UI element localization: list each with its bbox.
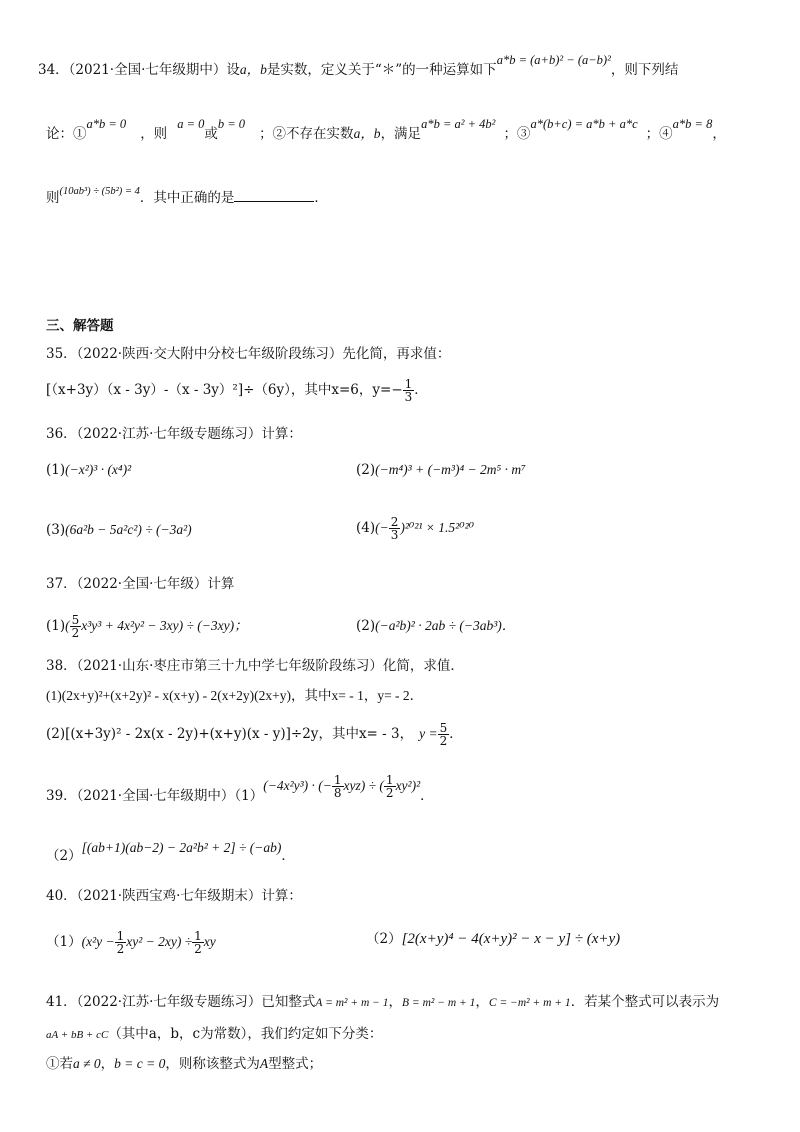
q36-part4: [356, 516, 474, 541]
q41-text: （其中a，b，c为常数），我们约定如下分类：: [108, 1026, 383, 1042]
q34-or: 或: [204, 126, 218, 142]
frac-num: 2: [390, 515, 399, 529]
part-label: (2): [356, 462, 376, 478]
q35-end: ．: [414, 382, 428, 398]
q38-y-label: y =: [419, 726, 438, 741]
q34-text: ，则下列结: [610, 62, 679, 78]
q38-expression-2: (2)[(x+3y)² - 2x(x - 2y)+(x+y)(x - y)]÷2y，其中x= - 3，: [46, 726, 414, 742]
q39-fraction-2: [384, 774, 396, 799]
q34-line3: [46, 186, 328, 207]
frac-den: 2: [385, 786, 394, 800]
q37-expression-1: x³y³ + 4x²y² − 3xy) ÷ (−3xy)；: [81, 618, 248, 633]
frac-num: 5: [71, 613, 80, 627]
q39-expression-2: [(ab+1)(ab−2) − 2a²b² + 2] ÷ (−ab): [81, 840, 282, 855]
q40-part1: [46, 930, 216, 955]
q41-text: ，: [100, 1056, 115, 1072]
q34-cond7: (10ab³) ÷ (5b²) = 4: [59, 186, 140, 197]
q41-line2: [46, 1026, 382, 1042]
q38-fraction: [438, 722, 450, 747]
q35-line2: [46, 378, 428, 403]
part-label: (2): [356, 618, 376, 634]
q40-part2: [366, 930, 620, 948]
q36-expression-4: (−: [375, 520, 389, 535]
q37-expression-1: (: [65, 618, 70, 633]
q34-text: ，满足: [380, 126, 422, 142]
q41-line3: [46, 1056, 322, 1072]
q40-fraction-2: [192, 930, 204, 955]
q34-text: ．其中正确的是: [139, 190, 235, 206]
q40-fraction-1: [115, 930, 127, 955]
section-title: 三、解答题: [46, 318, 114, 334]
q36-part2: [356, 462, 526, 478]
q36-expression-2: (−m⁴)³ + (−m³)⁴ − 2m⁵ · m⁷: [375, 462, 526, 477]
frac-den: 8: [333, 786, 342, 800]
q34-text: 是实数，定义关于“＊”的一种运算如下: [266, 62, 497, 78]
q41-text: ，则称该整式为: [165, 1056, 260, 1072]
q39-expression-1: xy²)²: [395, 778, 421, 793]
q34-line1: [38, 53, 679, 78]
q34-vars: a，b: [353, 126, 381, 141]
q37-fraction: [70, 614, 82, 639]
q40-expression-2: [2(x+y)⁴ − 4(x+y)² − x − y] ÷ (x+y): [401, 931, 621, 947]
part-label: (1): [46, 618, 66, 634]
q34-vars: a，b: [239, 62, 267, 77]
part-label: （2）: [366, 931, 402, 947]
part-label: (3): [46, 522, 66, 538]
part-label: （2）: [46, 848, 82, 864]
q34-formula: a*b = (a+b)² − (a−b)²: [496, 53, 611, 67]
frac-num: 1: [385, 773, 394, 787]
q38-line1: 38．（2021·山东·枣庄市第三十九中学七年级阶段练习）化简，求值．: [46, 658, 464, 674]
q35-line1: 35．（2022·陕西·交大附中分校七年级阶段练习）先化简，再求值：: [46, 346, 451, 362]
q34-text: ；④: [645, 126, 673, 142]
q41-text: ①若: [46, 1056, 73, 1072]
q36-expression-3: (6a²b − 5a²c²) ÷ (−3a²): [65, 522, 192, 537]
q37-expression-2: (−a²b)² · 2ab ÷ (−3ab³)．: [375, 618, 516, 633]
q38-part1: (1)(2x+y)²+(x+2y)² - x(x+y) - 2(x+2y)(2x+y)，其中x= - 1，y= - 2．: [46, 688, 424, 703]
q41-cond-bc: b = c = 0: [114, 1056, 166, 1071]
frac-den: 3: [390, 528, 399, 542]
q39-expression-1: (−4x²y³) · (−: [263, 778, 332, 793]
frac-num: 1: [116, 929, 125, 943]
q36-expression-4: )²⁰²¹ × 1.5²⁰²⁰: [400, 520, 475, 535]
q41-text: 型整式；: [268, 1056, 323, 1072]
part-label: (1): [46, 462, 66, 478]
q41-text: 41．（2022·江苏·七年级专题练习）已知整式: [46, 994, 316, 1010]
q41-cond-a: a ≠ 0: [73, 1056, 101, 1071]
q35-neg: −: [391, 382, 403, 398]
q41-line1: 41．（2022·江苏·七年级专题练习）已知整式A = m² + m − 1，B = m² − m + 1，C = −m² + m + 1．若某个整式可以表示为: [46, 994, 720, 1010]
q34-text: 则: [46, 190, 60, 206]
q40-expression-1: xy² − 2xy) ÷: [126, 934, 193, 949]
q39-expression-1: xyz) ÷ (: [343, 778, 384, 793]
q41-A: A = m² + m − 1: [315, 997, 389, 1009]
q37-part2: [356, 618, 515, 634]
q34-text: ；②不存在实数: [259, 126, 354, 142]
frac-num: 5: [439, 721, 448, 735]
q36-part3: [46, 522, 192, 538]
q37-part1: [46, 614, 248, 639]
q40-expression-1: (x²y −: [81, 934, 115, 949]
q40-line1: 40．（2021·陕西宝鸡·七年级期末）计算：: [46, 888, 302, 904]
q38-end: ．: [449, 726, 463, 742]
q36-part1: [46, 462, 131, 478]
frac-den: 2: [71, 626, 80, 640]
q35-expression: [（x+3y）（x - 3y）-（x - 3y）²]÷（6y），其中x=6，y=: [46, 382, 392, 398]
q34-text: ；③: [503, 126, 531, 142]
q41-expr: aA + bB + cC: [46, 1029, 109, 1041]
part-label: (4): [356, 520, 376, 536]
q34-cond3: b = 0: [217, 117, 246, 131]
q39-title: 39．（2021·全国·七年级期中）（1）: [46, 788, 264, 804]
q34-cond2: a = 0: [177, 117, 205, 131]
q41-C: C = −m² + m + 1: [488, 997, 571, 1009]
q39-end: ．: [281, 848, 295, 864]
q39-part1: [46, 773, 434, 804]
q34-text: 论：①: [46, 126, 87, 142]
q36-expression-1: (−x²)³ · (x⁴)²: [65, 462, 132, 477]
q34-cond1: a*b = 0: [86, 117, 127, 131]
q34-text: 34．（2021·全国·七年级期中）设: [38, 62, 240, 78]
frac-den: 2: [439, 734, 448, 748]
q39-fraction-1: [332, 774, 344, 799]
frac-den: 2: [116, 942, 125, 956]
frac-den: 2: [194, 942, 202, 956]
q34-cond6: a*b = 8: [672, 117, 713, 131]
q34-cond4: a*b = a² + 4b²: [421, 117, 496, 131]
frac-den: 3: [404, 390, 413, 404]
q35-fraction: [403, 378, 415, 403]
q39-part2: [46, 840, 295, 864]
q36-fraction: [389, 516, 401, 541]
q34-line2: [46, 117, 726, 142]
q36-line1: 36．（2022·江苏·七年级专题练习）计算：: [46, 426, 302, 442]
q34-text: ，: [712, 126, 726, 142]
q41-B: B = m² − m + 1: [402, 997, 476, 1009]
q34-cond5: a*(b+c) = a*b + a*c: [530, 117, 638, 131]
q40-expression-1: xy: [203, 934, 216, 949]
frac-num: 1: [333, 773, 342, 787]
frac-num: 1: [194, 929, 202, 943]
q41-type: A: [259, 1056, 269, 1071]
q41-text: ．若某个整式可以表示为: [570, 994, 720, 1010]
q38-part2: [46, 722, 463, 747]
q34-text: ．: [314, 190, 328, 206]
q34-text: ，则: [140, 126, 168, 142]
frac-num: 1: [404, 377, 413, 391]
q39-end: ．: [420, 788, 434, 804]
q37-line1: 37．（2022·全国·七年级）计算: [46, 576, 235, 592]
answer-blank[interactable]: [234, 200, 314, 202]
part-label: （1）: [46, 934, 82, 950]
